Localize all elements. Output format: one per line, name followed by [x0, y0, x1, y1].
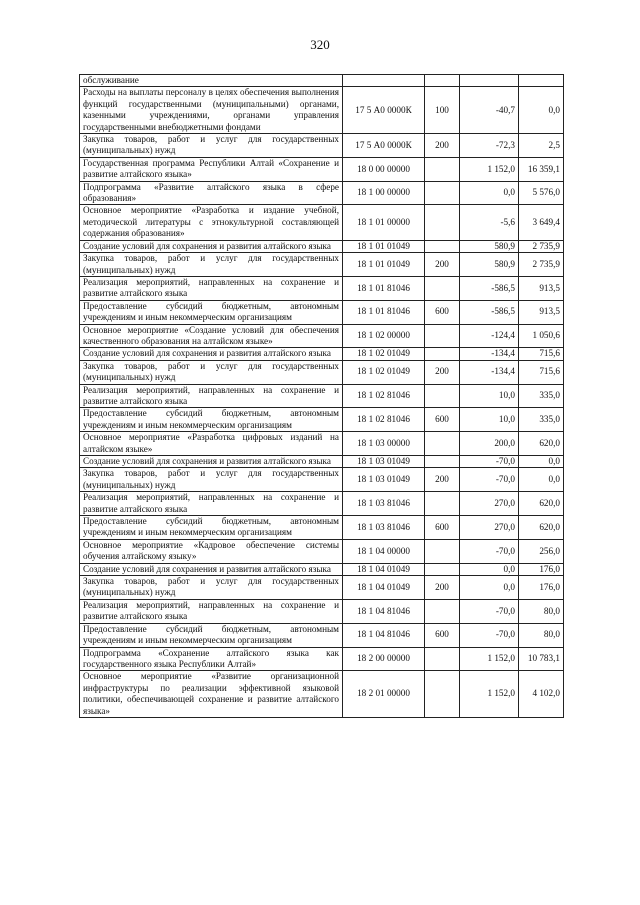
amount-change-cell: 270,0: [460, 516, 519, 540]
target-code-cell: 18 1 00 00000: [343, 181, 425, 205]
amount-change-cell: -134,4: [460, 360, 519, 384]
expense-type-cell: [425, 181, 460, 205]
row-name-cell: Расходы на выплаты персоналу в целях обеспечения выполнения функций государственными (муниципальными) органами, казенными учреждениями, органами управления государственными внебюджетными фондами: [80, 87, 343, 134]
table-row: [80, 157, 564, 181]
table-row: [80, 456, 564, 468]
amount-total-cell: 1 050,6: [519, 324, 564, 348]
table-row: [80, 87, 564, 134]
row-name-cell: Подпрограмма «Сохранение алтайского языка как государственного языка Республики Алтай»: [80, 647, 343, 671]
amount-total-cell: 335,0: [519, 384, 564, 408]
amount-change-cell: 1 152,0: [460, 157, 519, 181]
amount-total-cell: 2 735,9: [519, 240, 564, 252]
amount-change-cell: 270,0: [460, 492, 519, 516]
amount-total-cell: 715,6: [519, 360, 564, 384]
row-name-cell: Закупка товаров, работ и услуг для государственных (муниципальных) нужд: [80, 134, 343, 158]
amount-change-cell: -70,0: [460, 468, 519, 492]
amount-total-cell: 2 735,9: [519, 253, 564, 277]
amount-total-cell: 2,5: [519, 134, 564, 158]
target-code-cell: 18 2 01 00000: [343, 671, 425, 718]
expense-type-cell: [425, 276, 460, 300]
target-code-cell: 18 1 03 00000: [343, 432, 425, 456]
table-row: [80, 276, 564, 300]
expense-type-cell: [425, 157, 460, 181]
amount-change-cell: 1 152,0: [460, 647, 519, 671]
expense-type-cell: [425, 384, 460, 408]
amount-total-cell: 5 576,0: [519, 181, 564, 205]
table-row: [80, 324, 564, 348]
row-name-cell: Основное мероприятие «Развитие организационной инфраструктуры по реализации эффективной языковой политики, обеспечивающей сохранение и развитие алтайского языка»: [80, 671, 343, 718]
target-code-cell: 18 1 03 81046: [343, 516, 425, 540]
table-row: [80, 205, 564, 240]
row-name-cell: обслуживание: [80, 75, 343, 87]
table-row: [80, 240, 564, 252]
amount-change-cell: -70,0: [460, 623, 519, 647]
table-row: [80, 516, 564, 540]
amount-total-cell: 3 649,4: [519, 205, 564, 240]
amount-change-cell: -586,5: [460, 276, 519, 300]
table-row: [80, 539, 564, 563]
amount-total-cell: 80,0: [519, 599, 564, 623]
table-row: [80, 408, 564, 432]
expense-type-cell: [425, 75, 460, 87]
target-code-cell: 18 0 00 00000: [343, 157, 425, 181]
row-name-cell: Закупка товаров, работ и услуг для государственных (муниципальных) нужд: [80, 360, 343, 384]
table-row: [80, 253, 564, 277]
page-number: 320: [310, 37, 330, 52]
row-name-cell: Предоставление субсидий бюджетным, автономным учреждениям и иным некоммерческим организациям: [80, 516, 343, 540]
amount-total-cell: 620,0: [519, 432, 564, 456]
target-code-cell: 18 1 04 81046: [343, 599, 425, 623]
expense-type-cell: [425, 539, 460, 563]
amount-change-cell: 580,9: [460, 240, 519, 252]
target-code-cell: 18 1 01 81046: [343, 300, 425, 324]
table-row: [80, 623, 564, 647]
table-row: [80, 348, 564, 360]
amount-change-cell: -5,6: [460, 205, 519, 240]
target-code-cell: 18 1 02 81046: [343, 408, 425, 432]
amount-change-cell: 0,0: [460, 576, 519, 600]
row-name-cell: Закупка товаров, работ и услуг для государственных (муниципальных) нужд: [80, 468, 343, 492]
row-name-cell: Основное мероприятие «Кадровое обеспечение системы обучения алтайскому языку»: [80, 539, 343, 563]
amount-change-cell: -124,4: [460, 324, 519, 348]
target-code-cell: 18 1 04 01049: [343, 576, 425, 600]
amount-total-cell: 256,0: [519, 539, 564, 563]
table-row: [80, 300, 564, 324]
target-code-cell: 18 1 01 00000: [343, 205, 425, 240]
target-code-cell: 18 2 00 00000: [343, 647, 425, 671]
row-name-cell: Предоставление субсидий бюджетным, автономным учреждениям и иным некоммерческим организациям: [80, 623, 343, 647]
table-row: [80, 599, 564, 623]
expense-type-cell: 600: [425, 300, 460, 324]
expense-type-cell: 200: [425, 134, 460, 158]
amount-total-cell: 620,0: [519, 492, 564, 516]
expense-type-cell: [425, 432, 460, 456]
table-row: [80, 432, 564, 456]
amount-total-cell: 176,0: [519, 563, 564, 575]
amount-change-cell: -70,0: [460, 599, 519, 623]
target-code-cell: 18 1 02 00000: [343, 324, 425, 348]
expense-type-cell: [425, 563, 460, 575]
expense-type-cell: [425, 348, 460, 360]
amount-change-cell: -70,0: [460, 539, 519, 563]
expense-type-cell: 200: [425, 360, 460, 384]
row-name-cell: Создание условий для сохранения и развития алтайского языка: [80, 456, 343, 468]
expense-type-cell: [425, 647, 460, 671]
amount-total-cell: 0,0: [519, 456, 564, 468]
budget-table: [79, 74, 564, 718]
table-row: [80, 181, 564, 205]
row-name-cell: Реализация мероприятий, направленных на сохранение и развитие алтайского языка: [80, 599, 343, 623]
expense-type-cell: 600: [425, 516, 460, 540]
table-row: [80, 134, 564, 158]
amount-total-cell: 620,0: [519, 516, 564, 540]
row-name-cell: Предоставление субсидий бюджетным, автономным учреждениям и иным некоммерческим организациям: [80, 408, 343, 432]
amount-change-cell: [460, 75, 519, 87]
amount-change-cell: -134,4: [460, 348, 519, 360]
target-code-cell: 17 5 А0 0000К: [343, 134, 425, 158]
amount-change-cell: -586,5: [460, 300, 519, 324]
table-row: [80, 492, 564, 516]
row-name-cell: Создание условий для сохранения и развития алтайского языка: [80, 240, 343, 252]
table-row: [80, 563, 564, 575]
target-code-cell: 18 1 02 81046: [343, 384, 425, 408]
target-code-cell: 17 5 А0 0000К: [343, 87, 425, 134]
table-row: [80, 384, 564, 408]
amount-change-cell: 580,9: [460, 253, 519, 277]
row-name-cell: Создание условий для сохранения и развития алтайского языка: [80, 563, 343, 575]
row-name-cell: Предоставление субсидий бюджетным, автономным учреждениям и иным некоммерческим организациям: [80, 300, 343, 324]
expense-type-cell: [425, 240, 460, 252]
expense-type-cell: 100: [425, 87, 460, 134]
amount-change-cell: 0,0: [460, 181, 519, 205]
target-code-cell: 18 1 01 01049: [343, 240, 425, 252]
amount-change-cell: 10,0: [460, 384, 519, 408]
amount-change-cell: -72,3: [460, 134, 519, 158]
row-name-cell: Подпрограмма «Развитие алтайского языка в сфере образования»: [80, 181, 343, 205]
amount-total-cell: 913,5: [519, 300, 564, 324]
target-code-cell: 18 1 01 01049: [343, 253, 425, 277]
amount-change-cell: 0,0: [460, 563, 519, 575]
target-code-cell: 18 1 03 81046: [343, 492, 425, 516]
amount-total-cell: 80,0: [519, 623, 564, 647]
amount-total-cell: 176,0: [519, 576, 564, 600]
table-row: [80, 647, 564, 671]
amount-change-cell: -70,0: [460, 456, 519, 468]
target-code-cell: 18 1 04 81046: [343, 623, 425, 647]
expense-type-cell: [425, 324, 460, 348]
target-code-cell: 18 1 03 01049: [343, 468, 425, 492]
target-code-cell: [343, 75, 425, 87]
amount-total-cell: 4 102,0: [519, 671, 564, 718]
row-name-cell: Реализация мероприятий, направленных на сохранение и развитие алтайского языка: [80, 276, 343, 300]
table-row: [80, 671, 564, 718]
expense-type-cell: [425, 205, 460, 240]
amount-change-cell: 1 152,0: [460, 671, 519, 718]
row-name-cell: Основное мероприятие «Разработка и издание учебной, методической литературы с этнокультурной составляющей содержания образования»: [80, 205, 343, 240]
expense-type-cell: [425, 599, 460, 623]
budget-table-body: [80, 75, 564, 718]
row-name-cell: Закупка товаров, работ и услуг для государственных (муниципальных) нужд: [80, 576, 343, 600]
amount-total-cell: 16 359,1: [519, 157, 564, 181]
expense-type-cell: 600: [425, 408, 460, 432]
expense-type-cell: 200: [425, 468, 460, 492]
row-name-cell: Основное мероприятие «Разработка цифровых изданий на алтайском языке»: [80, 432, 343, 456]
expense-type-cell: 200: [425, 253, 460, 277]
amount-change-cell: 10,0: [460, 408, 519, 432]
target-code-cell: 18 1 02 01049: [343, 348, 425, 360]
amount-total-cell: 335,0: [519, 408, 564, 432]
target-code-cell: 18 1 02 01049: [343, 360, 425, 384]
target-code-cell: 18 1 03 01049: [343, 456, 425, 468]
amount-total-cell: 0,0: [519, 87, 564, 134]
amount-total-cell: 913,5: [519, 276, 564, 300]
expense-type-cell: [425, 492, 460, 516]
table-row: [80, 360, 564, 384]
row-name-cell: Создание условий для сохранения и развития алтайского языка: [80, 348, 343, 360]
amount-total-cell: [519, 75, 564, 87]
table-row: [80, 468, 564, 492]
expense-type-cell: [425, 671, 460, 718]
amount-total-cell: 715,6: [519, 348, 564, 360]
target-code-cell: 18 1 04 01049: [343, 563, 425, 575]
table-row: [80, 576, 564, 600]
table-row: [80, 75, 564, 87]
row-name-cell: Реализация мероприятий, направленных на сохранение и развитие алтайского языка: [80, 384, 343, 408]
amount-change-cell: -40,7: [460, 87, 519, 134]
expense-type-cell: [425, 456, 460, 468]
row-name-cell: Реализация мероприятий, направленных на сохранение и развитие алтайского языка: [80, 492, 343, 516]
row-name-cell: Основное мероприятие «Создание условий для обеспечения качественного образования на алтайском языке»: [80, 324, 343, 348]
target-code-cell: 18 1 01 81046: [343, 276, 425, 300]
row-name-cell: Государственная программа Республики Алтай «Сохранение и развитие алтайского языка»: [80, 157, 343, 181]
amount-total-cell: 0,0: [519, 468, 564, 492]
expense-type-cell: 200: [425, 576, 460, 600]
amount-change-cell: 200,0: [460, 432, 519, 456]
amount-total-cell: 10 783,1: [519, 647, 564, 671]
target-code-cell: 18 1 04 00000: [343, 539, 425, 563]
expense-type-cell: 600: [425, 623, 460, 647]
row-name-cell: Закупка товаров, работ и услуг для государственных (муниципальных) нужд: [80, 253, 343, 277]
